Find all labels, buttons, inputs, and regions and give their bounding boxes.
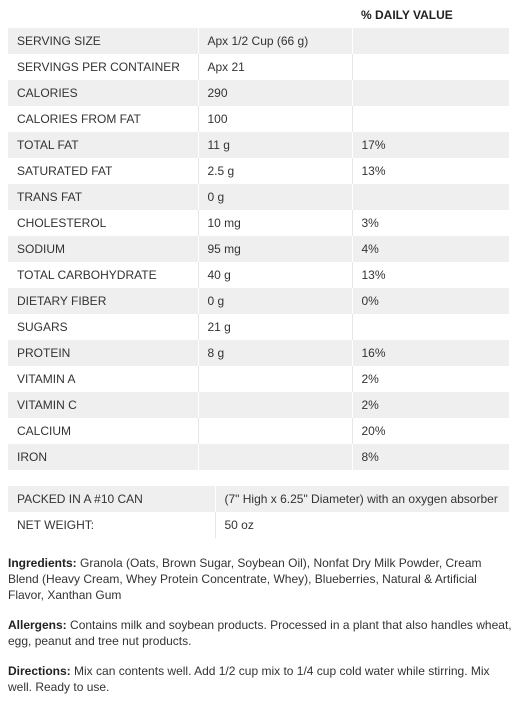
ingredients-label: Ingredients: — [8, 556, 77, 570]
allergens-label: Allergens: — [8, 618, 67, 632]
nutrient-label: PROTEIN — [8, 340, 198, 366]
nutrient-daily-value — [352, 80, 509, 106]
nutrient-daily-value: 0% — [352, 288, 509, 314]
table-row — [8, 132, 509, 158]
table-row — [8, 314, 509, 340]
packing-info-table — [8, 486, 509, 538]
directions-label: Directions: — [8, 664, 71, 678]
nutrient-amount: 21 g — [198, 314, 352, 340]
nutrient-amount: 8 g — [198, 340, 352, 366]
nutrient-amount: 0 g — [198, 288, 352, 314]
nutrient-daily-value — [352, 106, 509, 132]
nutrient-amount — [198, 418, 352, 444]
nutrient-daily-value: 4% — [352, 236, 509, 262]
table-row — [8, 54, 509, 80]
nutrient-daily-value — [352, 28, 509, 54]
nutrient-label: SERVINGS PER CONTAINER — [8, 54, 198, 80]
nutrient-amount: 290 — [198, 80, 352, 106]
table-row — [8, 288, 509, 314]
table-row — [8, 392, 509, 418]
packing-value: 50 oz — [215, 512, 509, 538]
packing-value: (7" High x 6.25" Diameter) with an oxygen absorber — [215, 486, 509, 512]
allergens-paragraph — [8, 617, 513, 649]
nutrient-amount: 11 g — [198, 132, 352, 158]
ingredients-paragraph — [8, 555, 513, 603]
nutrient-label: SATURATED FAT — [8, 158, 198, 184]
nutrition-facts-table — [8, 28, 509, 470]
nutrient-daily-value: 16% — [352, 340, 509, 366]
nutrient-daily-value: 2% — [352, 366, 509, 392]
nutrient-daily-value: 17% — [352, 132, 509, 158]
nutrient-label: IRON — [8, 444, 198, 470]
table-row — [8, 262, 509, 288]
nutrient-daily-value — [352, 314, 509, 340]
nutrient-label: DIETARY FIBER — [8, 288, 198, 314]
nutrient-daily-value — [352, 54, 509, 80]
nutrient-daily-value: 13% — [352, 262, 509, 288]
nutrient-label: CALORIES FROM FAT — [8, 106, 198, 132]
packing-label: NET WEIGHT: — [8, 512, 215, 538]
ingredients-text: Granola (Oats, Brown Sugar, Soybean Oil), Nonfat Dry Milk Powder, Cream Blend (Heavy Cream, Whey Protein Concentrate, Whey), Blueberries, Natural & Artificial Flavor, Xanthan Gum — [8, 556, 482, 602]
nutrient-daily-value: 2% — [352, 392, 509, 418]
allergens-text: Contains milk and soybean products. Processed in a plant that also handles wheat, egg, peanut and tree nut products. — [8, 618, 512, 648]
table-row — [8, 444, 509, 470]
nutrient-label: TOTAL CARBOHYDRATE — [8, 262, 198, 288]
nutrient-daily-value: 13% — [352, 158, 509, 184]
nutrient-amount: 100 — [198, 106, 352, 132]
nutrient-amount: 0 g — [198, 184, 352, 210]
table-row — [8, 28, 509, 54]
nutrient-daily-value: 20% — [352, 418, 509, 444]
nutrient-label: VITAMIN A — [8, 366, 198, 392]
nutrient-daily-value: 3% — [352, 210, 509, 236]
nutrient-label: SERVING SIZE — [8, 28, 198, 54]
nutrient-label: SODIUM — [8, 236, 198, 262]
table-row — [8, 486, 509, 512]
table-row — [8, 236, 509, 262]
table-row — [8, 366, 509, 392]
nutrient-amount: 10 mg — [198, 210, 352, 236]
nutrient-amount: 95 mg — [198, 236, 352, 262]
nutrient-label: VITAMIN C — [8, 392, 198, 418]
nutrient-daily-value — [352, 184, 509, 210]
daily-value-header: % DAILY VALUE — [361, 8, 453, 22]
nutrient-label: TRANS FAT — [8, 184, 198, 210]
nutrient-label: CHOLESTEROL — [8, 210, 198, 236]
nutrient-amount — [198, 392, 352, 418]
nutrient-amount: Apx 1/2 Cup (66 g) — [198, 28, 352, 54]
nutrient-label: TOTAL FAT — [8, 132, 198, 158]
table-row — [8, 210, 509, 236]
table-row — [8, 80, 509, 106]
nutrient-label: SUGARS — [8, 314, 198, 340]
table-row — [8, 184, 509, 210]
nutrient-amount — [198, 366, 352, 392]
table-row — [8, 418, 509, 444]
nutrient-amount: 40 g — [198, 262, 352, 288]
nutrient-amount — [198, 444, 352, 470]
nutrient-label: CALCIUM — [8, 418, 198, 444]
directions-text: Mix can contents well. Add 1/2 cup mix to 1/4 cup cold water while stirring. Mix well. Ready to use. — [8, 664, 490, 694]
directions-paragraph — [8, 663, 513, 695]
packing-label: PACKED IN A #10 CAN — [8, 486, 215, 512]
table-row — [8, 158, 509, 184]
nutrient-label: CALORIES — [8, 80, 198, 106]
table-row — [8, 340, 509, 366]
table-row — [8, 512, 509, 538]
table-row — [8, 106, 509, 132]
nutrient-amount: 2.5 g — [198, 158, 352, 184]
nutrient-amount: Apx 21 — [198, 54, 352, 80]
nutrient-daily-value: 8% — [352, 444, 509, 470]
